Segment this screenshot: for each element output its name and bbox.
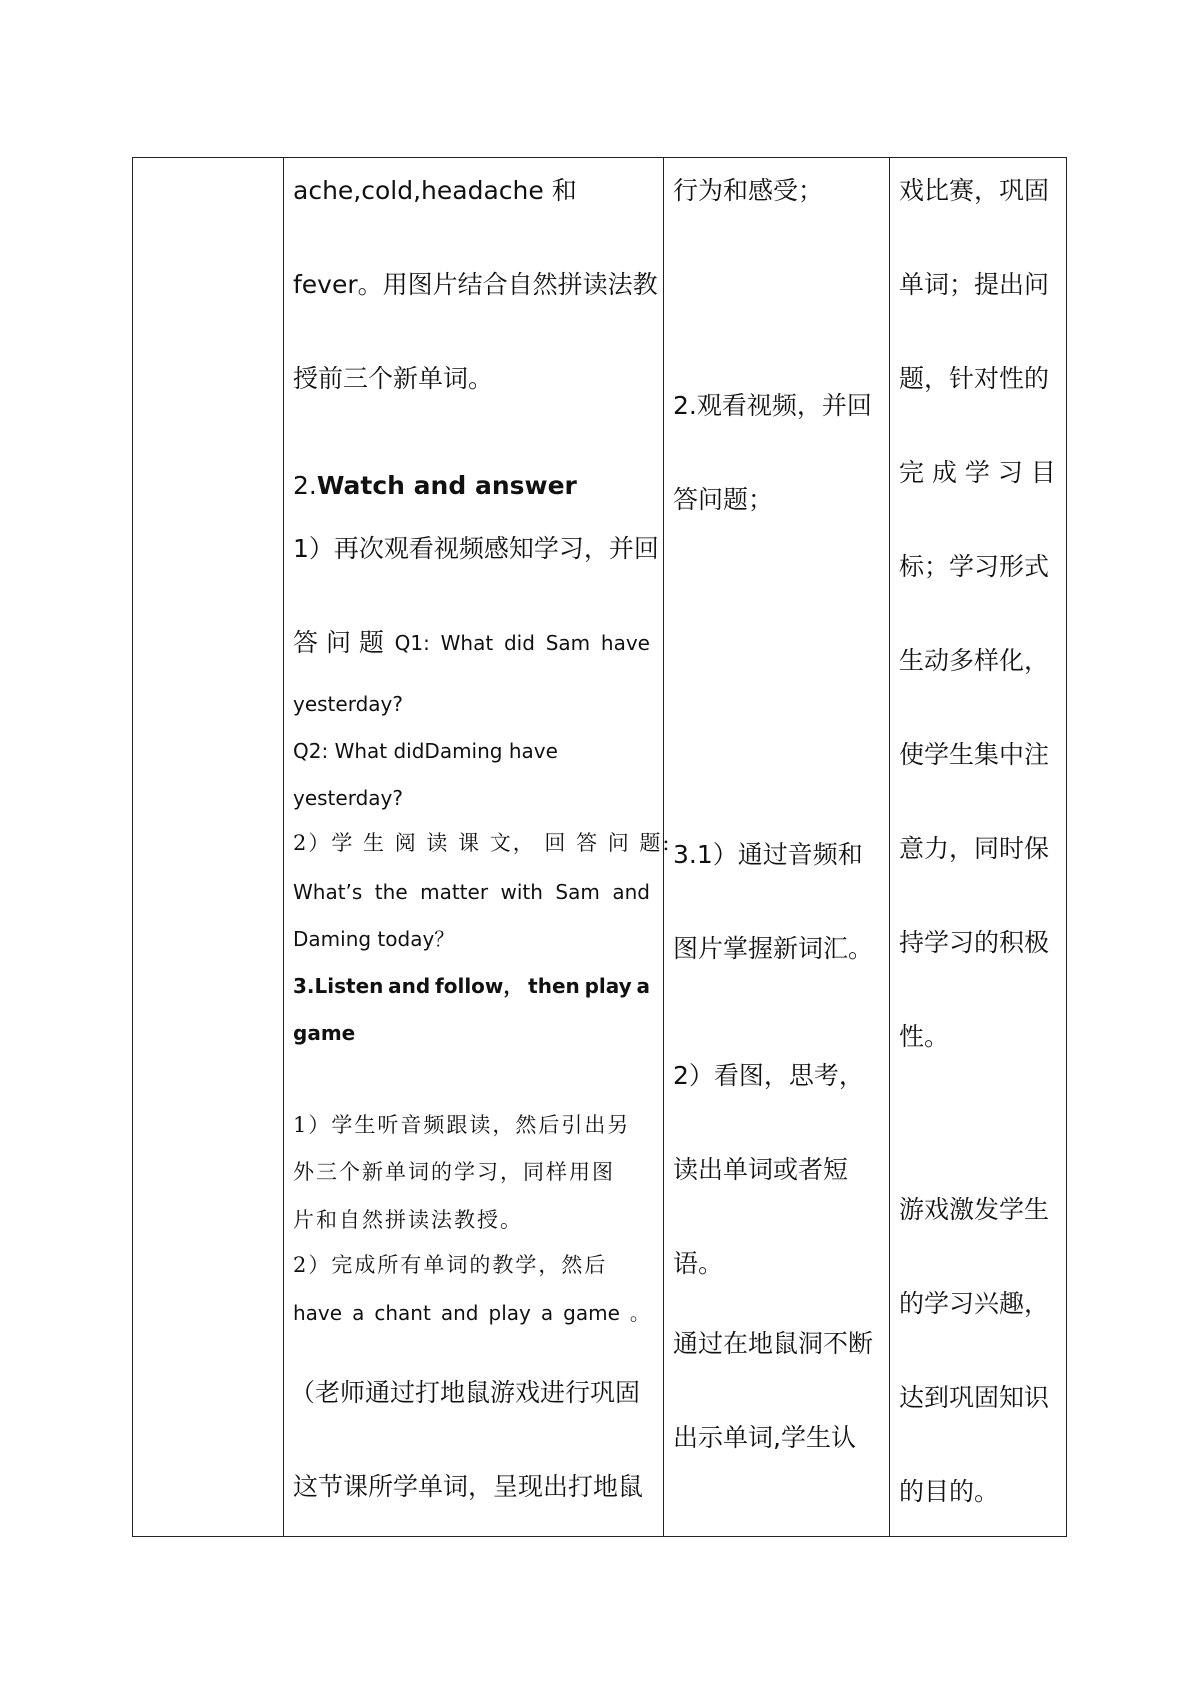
text-line: 的目的。 bbox=[899, 1477, 1000, 1506]
text-line: What’s the matter with Sam and bbox=[293, 880, 650, 904]
text-line: fever。用图片结合自然拼读法教 bbox=[293, 270, 658, 299]
text-line: 图片掌握新词汇。 bbox=[673, 934, 874, 963]
text-line: 出示单词,学生认 bbox=[673, 1423, 856, 1452]
column-divider bbox=[283, 158, 284, 1536]
text-line: 戏比赛，巩固 bbox=[899, 176, 1050, 205]
section-heading: 2.Watch and answer bbox=[293, 471, 577, 500]
text-line: 意力，同时保 bbox=[899, 834, 1050, 863]
text-line: 读出单词或者短 bbox=[673, 1155, 849, 1184]
text-line: （老师通过打地鼠游戏进行巩固 bbox=[290, 1378, 641, 1407]
text-line: 2.观看视频，并回 bbox=[673, 391, 872, 420]
text-line: 2）学 生 阅 读 课 文， 回 答 问 题: bbox=[293, 831, 672, 855]
text-line: 使学生集中注 bbox=[899, 740, 1050, 769]
text-line: 外三个新单词的学习，同样用图 bbox=[293, 1160, 615, 1184]
text-line: 游戏激发学生 bbox=[899, 1195, 1050, 1224]
text-line: 完 成 学 习 目 bbox=[899, 458, 1056, 487]
text-line: yesterday? bbox=[293, 692, 403, 716]
text-line: 题，针对性的 bbox=[899, 364, 1050, 393]
text-line: 2）看图，思考， bbox=[673, 1061, 864, 1090]
text-line: ache,cold,headache 和 bbox=[293, 176, 577, 205]
text-line: 1）学生听音频跟读，然后引出另 bbox=[293, 1113, 631, 1137]
text-line: Daming today？ bbox=[293, 927, 455, 951]
text-line: 单词；提出问 bbox=[899, 270, 1050, 299]
text-line: 生动多样化， bbox=[899, 646, 1050, 675]
text-line: 标；学习形式 bbox=[899, 552, 1050, 581]
text-line: 达到巩固知识 bbox=[899, 1383, 1050, 1412]
text-line: have a chant and play a game 。 bbox=[293, 1301, 650, 1325]
text-line: 授前三个新单词。 bbox=[293, 364, 494, 393]
text-line: 持学习的积极 bbox=[899, 928, 1050, 957]
text-line: 答 问 题 Q1: What did Sam have bbox=[293, 628, 650, 657]
text-line: 性。 bbox=[899, 1022, 950, 1051]
text-line: yesterday? bbox=[293, 786, 403, 810]
text-line: 答问题； bbox=[673, 485, 774, 514]
section-heading: game bbox=[293, 1021, 356, 1045]
text-line: 行为和感受； bbox=[673, 176, 824, 205]
text-line: 这节课所学单词，呈现出打地鼠 bbox=[293, 1472, 644, 1501]
section-heading: 3.Listen and follow， then play a bbox=[293, 974, 650, 998]
column-divider bbox=[889, 158, 890, 1536]
text-line: Q2: What didDaming have bbox=[293, 739, 558, 763]
text-line: 2）完成所有单词的教学，然后 bbox=[293, 1253, 608, 1277]
text-line: 通过在地鼠洞不断 bbox=[673, 1329, 874, 1358]
text-line: 语。 bbox=[673, 1249, 724, 1278]
text-line: 的学习兴趣， bbox=[899, 1289, 1050, 1318]
text-line: 3.1）通过音频和 bbox=[673, 840, 863, 869]
text-line: 1）再次观看视频感知学习，并回 bbox=[293, 534, 659, 563]
text-line: 片和自然拼读法教授。 bbox=[293, 1208, 523, 1232]
